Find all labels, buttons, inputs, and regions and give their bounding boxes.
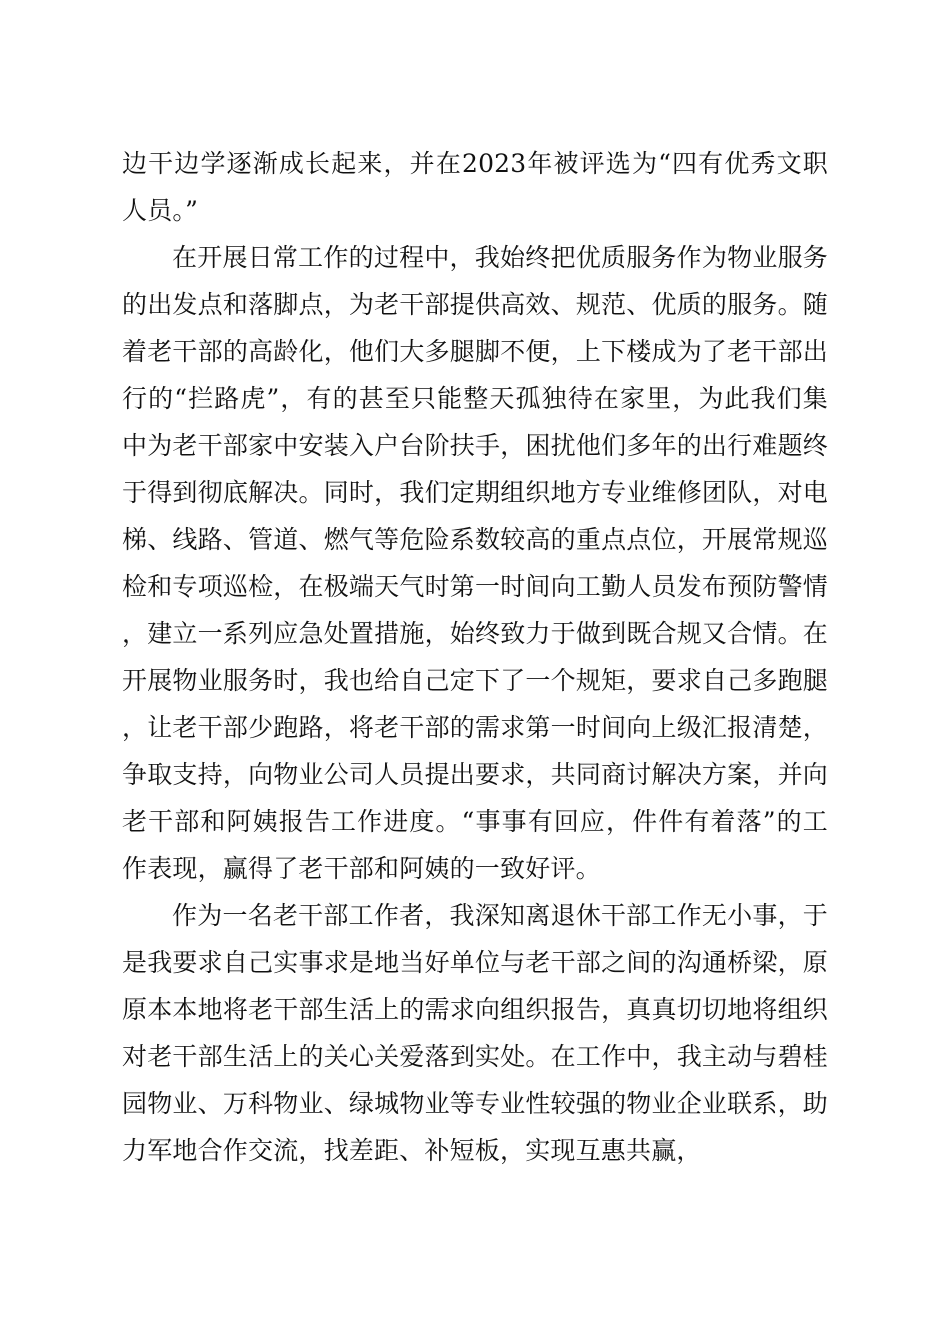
paragraph-2: 在开展日常工作的过程中，我始终把优质服务作为物业服务的出发点和落脚点，为老干部提供高效、规范、优质的服务。随着老干部的高龄化，他们大多腿脚不便，上下楼成为了老干部出行的“拦路虎”，有的甚至只能整天孤独待在家里，为此我们集中为老干部家中安装入户台阶扶手，困扰他们多年的出行难题终于得到彻底解决。同时，我们定期组织地方专业维修团队，对电梯、线路、管道、燃气等危险系数较高的重点点位，开展常规巡检和专项巡检，在极端天气时第一时间向工勤人员发布预防警情，建立一系列应急处置措施，始终致力于做到既合规又合情。在开展物业服务时，我也给自己定下了一个规矩，要求自己多跑腿，让老干部少跑路，将老干部的需求第一时间向上级汇报清楚，争取支持，向物业公司人员提出要求，共同商讨解决方案，并向老干部和阿姨报告工作进度。“事事有回应，件件有着落”的工作表现，赢得了老干部和阿姨的一致好评。 — [122, 243, 828, 883]
paragraph-3: 作为一名老干部工作者，我深知离退休干部工作无小事，于是我要求自己实事求是地当好单位与老干部之间的沟通桥梁，原原本本地将老干部生活上的需求向组织报告，真真切切地将组织对老干部生活上的关心关爱落到实处。在工作中，我主动与碧桂园物业、万科物业、绿城物业等专业性较强的物业企业联系，助力军地合作交流，找差距、补短板，实现互惠共赢， — [122, 901, 828, 1165]
body-text — [122, 140, 828, 1174]
paragraph-1: 边干边学逐渐成长起来，并在2023年被评选为“四有优秀文职人员。” — [122, 149, 828, 225]
